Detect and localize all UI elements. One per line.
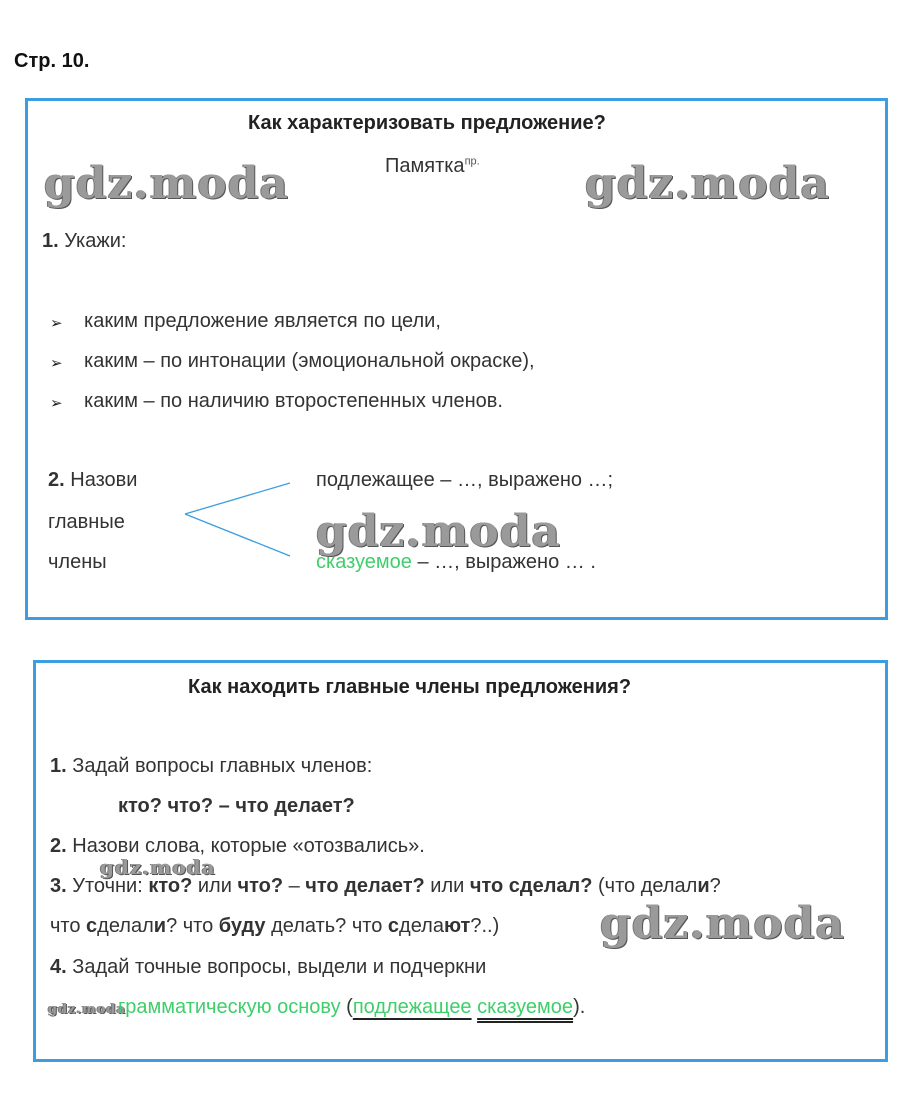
step-text: ?..): [470, 915, 500, 937]
prefix-highlight: с: [86, 915, 98, 937]
question-words: кто? что? – что делает?: [118, 795, 355, 817]
step2-line: члены: [48, 551, 107, 573]
watermark-logo: gdz.moda: [48, 1002, 127, 1017]
prefix-highlight: с: [387, 915, 400, 937]
watermark-logo: gdz.moda: [316, 506, 562, 557]
step-text: Уточни:: [66, 875, 149, 897]
step-text: ? что: [166, 915, 219, 937]
subject-underlined: подлежащее: [352, 996, 472, 1018]
watermark-logo: gdz.moda: [585, 158, 831, 209]
step-text: –: [283, 875, 306, 897]
subject-line: подлежащее – …, выражено …;: [316, 469, 614, 491]
step-text: Задай вопросы главных членов:: [66, 755, 373, 777]
step-text: Задай точные вопросы, выдели и подчеркни: [66, 956, 487, 978]
step-text: Укажи:: [64, 230, 127, 252]
predicate-word: сказуемое: [316, 551, 412, 573]
bracket-lines: [180, 478, 295, 560]
watermark-logo: gdz.moda: [100, 855, 216, 879]
ending-highlight: и: [697, 875, 710, 897]
grammar-basis: грамматическую основу: [118, 996, 341, 1018]
bracket-upper-line: [185, 483, 290, 514]
step-text: Назови слова, которые «отозвались».: [66, 835, 425, 857]
step-text: что: [50, 915, 87, 937]
paren-open: (: [340, 996, 353, 1018]
ending-highlight: ют: [443, 915, 471, 937]
step2-line: главные: [48, 511, 125, 533]
step-number: 1.: [50, 755, 67, 777]
step3: [50, 875, 721, 898]
step-text: дела: [399, 915, 444, 937]
watermark-logo: gdz.moda: [44, 158, 290, 209]
arrow-bullet-icon: ➢: [50, 315, 63, 332]
word-highlight: буду: [218, 915, 266, 937]
memo-label: [385, 155, 480, 178]
paren-close: ).: [573, 996, 586, 1018]
predicate-line: [316, 551, 596, 574]
step1: [42, 230, 126, 253]
box1-title: Как характеризовать предложение?: [248, 112, 606, 134]
box2-title: Как находить главные члены предложения?: [188, 676, 632, 698]
grammar-basis-line: [118, 996, 585, 1019]
page-label: Стр. 10.: [14, 50, 90, 72]
step-number: 4.: [50, 956, 67, 978]
step1: [50, 755, 372, 778]
arrow-bullet-icon: ➢: [50, 355, 63, 372]
question-does: что делает?: [305, 875, 425, 897]
memo-text: Памятка: [385, 155, 465, 177]
question-did: что сделал?: [469, 875, 593, 897]
question-what: что?: [237, 875, 284, 897]
step-number: 3.: [50, 875, 67, 897]
step-text: делал: [97, 915, 154, 937]
bullet-item: каким – по интонации (эмоциональной окраске),: [84, 350, 535, 372]
question-who: кто?: [148, 875, 193, 897]
bullet-item: каким предложение является по цели,: [84, 310, 441, 332]
predicate-double-underlined: сказуемое: [477, 996, 574, 1018]
arrow-bullet-icon: ➢: [50, 395, 63, 412]
step-text: ?: [709, 875, 721, 897]
step4: [50, 956, 486, 979]
step-text: или: [424, 875, 470, 897]
step3-continuation: [50, 915, 499, 938]
step-text: делать? что: [265, 915, 388, 937]
step-number: 2.: [48, 469, 65, 491]
ending-highlight: и: [153, 915, 167, 937]
step-number: 1.: [42, 230, 59, 252]
bracket-lower-line: [185, 514, 290, 556]
bullet-item: каким – по наличию второстепенных членов.: [84, 390, 503, 412]
step-text: (что делал: [592, 875, 698, 897]
step-text: или: [192, 875, 238, 897]
watermark-logo: gdz.moda: [600, 898, 846, 949]
memo-superscript: пр.: [464, 155, 480, 168]
predicate-rest: – …, выражено … .: [411, 551, 596, 573]
step-number: 2.: [50, 835, 67, 857]
step2-line: Назови: [70, 469, 138, 491]
step2: [48, 469, 137, 492]
